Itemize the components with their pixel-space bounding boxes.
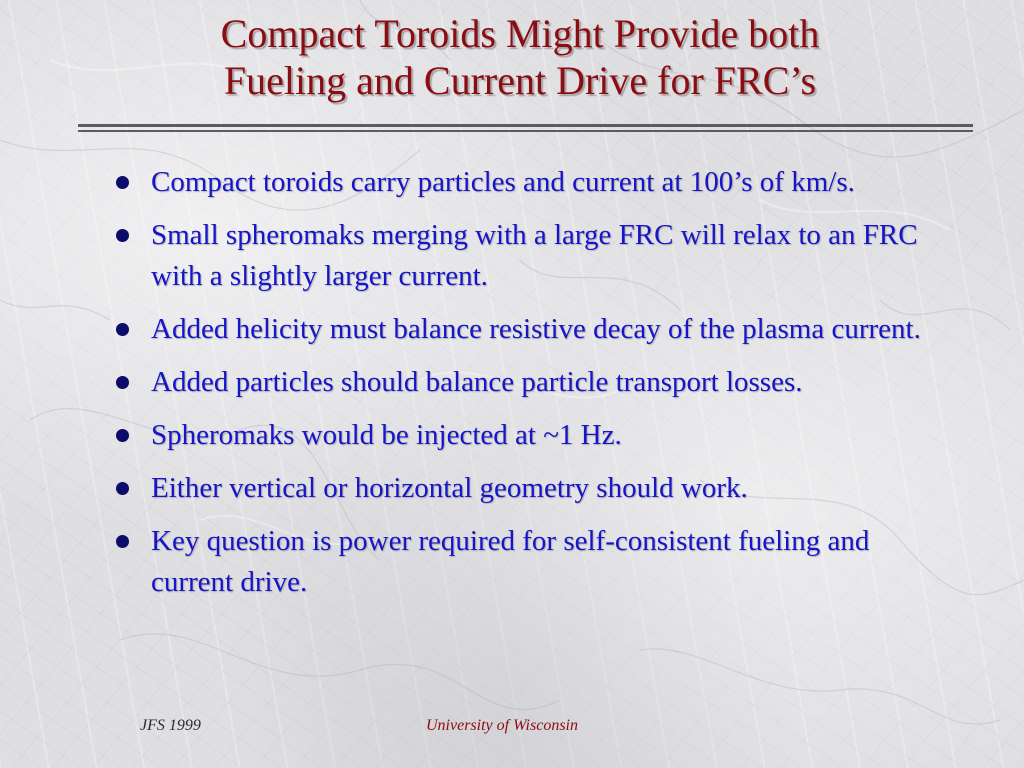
bullet-item xyxy=(110,362,930,403)
slide-title-line-2: Fueling and Current Drive for FRC’s xyxy=(223,58,817,103)
bullet-item xyxy=(110,468,930,509)
bullet-dot-icon xyxy=(116,535,129,548)
bullet-item xyxy=(110,309,930,350)
bullet-dot-icon xyxy=(116,323,129,336)
bullet-dot-icon xyxy=(116,229,129,242)
bullet-item xyxy=(110,162,930,203)
bullet-text: Key question is power required for self-consistent fueling and current drive. xyxy=(151,525,870,598)
bullet-dot-icon xyxy=(116,176,129,189)
bullet-dot-icon xyxy=(116,482,129,495)
footer-author-date: JFS 1999 xyxy=(140,717,201,734)
bullet-list xyxy=(110,162,930,615)
bullet-item xyxy=(110,215,930,297)
title-divider-thick xyxy=(78,124,973,127)
title-divider-thin xyxy=(78,130,973,132)
slide-title-line-1: Compact Toroids Might Provide both xyxy=(220,11,820,56)
bullet-dot-icon xyxy=(116,376,129,389)
bullet-text: Added helicity must balance resistive decay of the plasma current. xyxy=(151,313,921,345)
footer-institution: University of Wisconsin xyxy=(426,717,578,734)
bullet-text: Small spheromaks merging with a large FRC will relax to an FRC with a slightly larger current. xyxy=(151,219,918,292)
bullet-item xyxy=(110,415,930,456)
bullet-text: Added particles should balance particle transport losses. xyxy=(151,366,803,398)
bullet-text: Spheromaks would be injected at ~1 Hz. xyxy=(151,419,622,451)
bullet-item xyxy=(110,521,930,603)
slide-title xyxy=(60,10,980,104)
bullet-text: Either vertical or horizontal geometry should work. xyxy=(151,472,748,504)
bullet-dot-icon xyxy=(116,429,129,442)
bullet-text: Compact toroids carry particles and current at 100’s of km/s. xyxy=(151,166,855,198)
